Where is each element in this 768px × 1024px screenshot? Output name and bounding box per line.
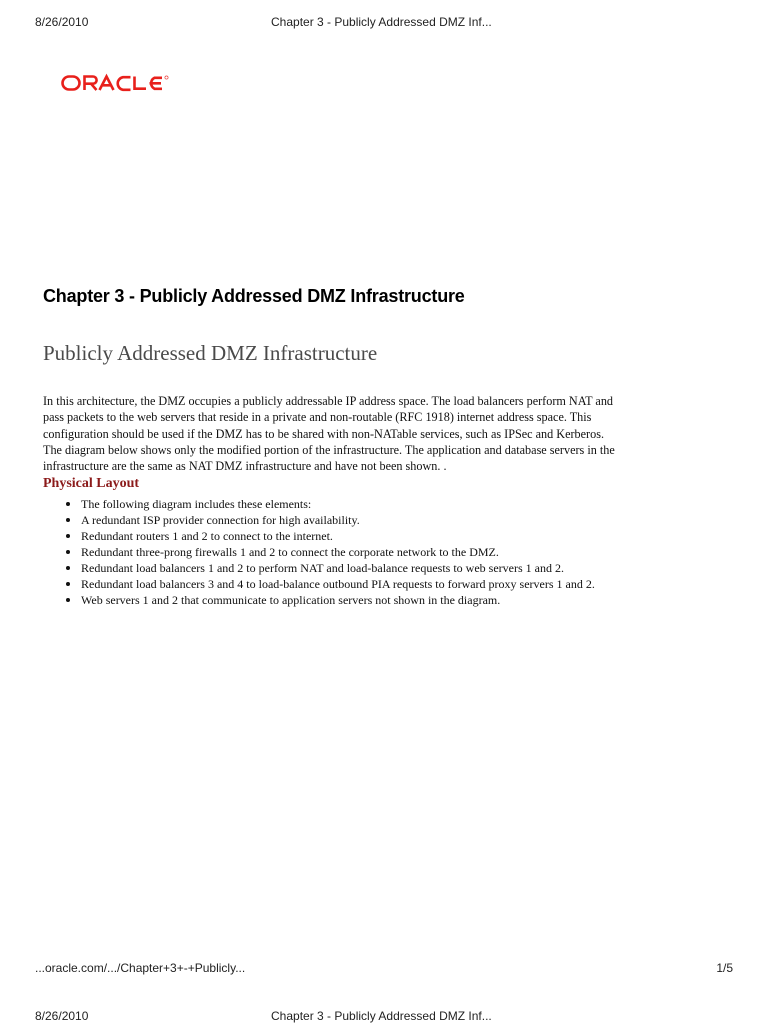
print-date: 8/26/2010	[35, 1009, 89, 1023]
list-item-text: Redundant routers 1 and 2 to connect to the internet.	[81, 529, 333, 543]
bullet-icon	[66, 550, 70, 554]
intro-line: pass packets to the web servers that reside in a private and non-routable (RFC 1918) internet address space. This	[43, 410, 592, 425]
list-item-text: Web servers 1 and 2 that communicate to application servers not shown in the diagram.	[81, 593, 501, 607]
list-item-text: Redundant load balancers 3 and 4 to load-balance outbound PIA requests to forward proxy servers 1 and 2.	[81, 577, 595, 591]
bullet-icon	[66, 518, 70, 522]
list-item-text: The following diagram includes these elements:	[81, 497, 312, 511]
intro-line: The diagram below shows only the modified portion of the infrastructure. The application and database servers in the	[43, 443, 615, 458]
list-item	[64, 592, 595, 608]
list-item	[64, 560, 595, 576]
next-page-header	[35, 1009, 733, 1024]
oracle-logo	[60, 70, 190, 98]
list-item	[64, 496, 595, 512]
intro-paragraph	[43, 393, 683, 474]
print-date: 8/26/2010	[35, 15, 89, 29]
print-header	[35, 15, 733, 31]
bullet-icon	[66, 566, 70, 570]
bullet-icon	[66, 598, 70, 602]
bullet-icon	[66, 582, 70, 586]
bullet-icon	[66, 502, 70, 506]
print-page-title: Chapter 3 - Publicly Addressed DMZ Inf...	[271, 15, 492, 29]
list-item	[64, 544, 595, 560]
list-item-text: A redundant ISP provider connection for high availability.	[81, 513, 360, 527]
intro-line: configuration should be used if the DMZ has to be shared with non-NATable services, such as IPSec and Kerberos.	[43, 426, 604, 441]
physical-layout-heading: Physical Layout	[43, 476, 140, 491]
page-number: 1/5	[716, 961, 733, 975]
bullet-icon	[66, 534, 70, 538]
print-page-title: Chapter 3 - Publicly Addressed DMZ Inf...	[271, 1009, 492, 1023]
list-item	[64, 512, 595, 528]
print-footer	[35, 961, 733, 977]
intro-line: In this architecture, the DMZ occupies a publicly addressable IP address space. The load balancers perform NAT and	[43, 394, 614, 409]
intro-line: infrastructure are the same as NAT DMZ infrastructure and have not been shown. .	[43, 459, 447, 474]
chapter-title: Chapter 3 - Publicly Addressed DMZ Infrastructure	[43, 286, 465, 306]
physical-layout-list	[64, 496, 595, 608]
source-url: ...oracle.com/.../Chapter+3+-+Publicly...	[35, 961, 246, 975]
list-item	[64, 528, 595, 544]
list-item	[64, 576, 595, 592]
list-item-text: Redundant load balancers 1 and 2 to perform NAT and load-balance requests to web servers 1 and 2.	[81, 561, 564, 575]
section-heading: Publicly Addressed DMZ Infrastructure	[43, 341, 378, 365]
list-item-text: Redundant three-prong firewalls 1 and 2 to connect the corporate network to the DMZ.	[81, 545, 499, 559]
